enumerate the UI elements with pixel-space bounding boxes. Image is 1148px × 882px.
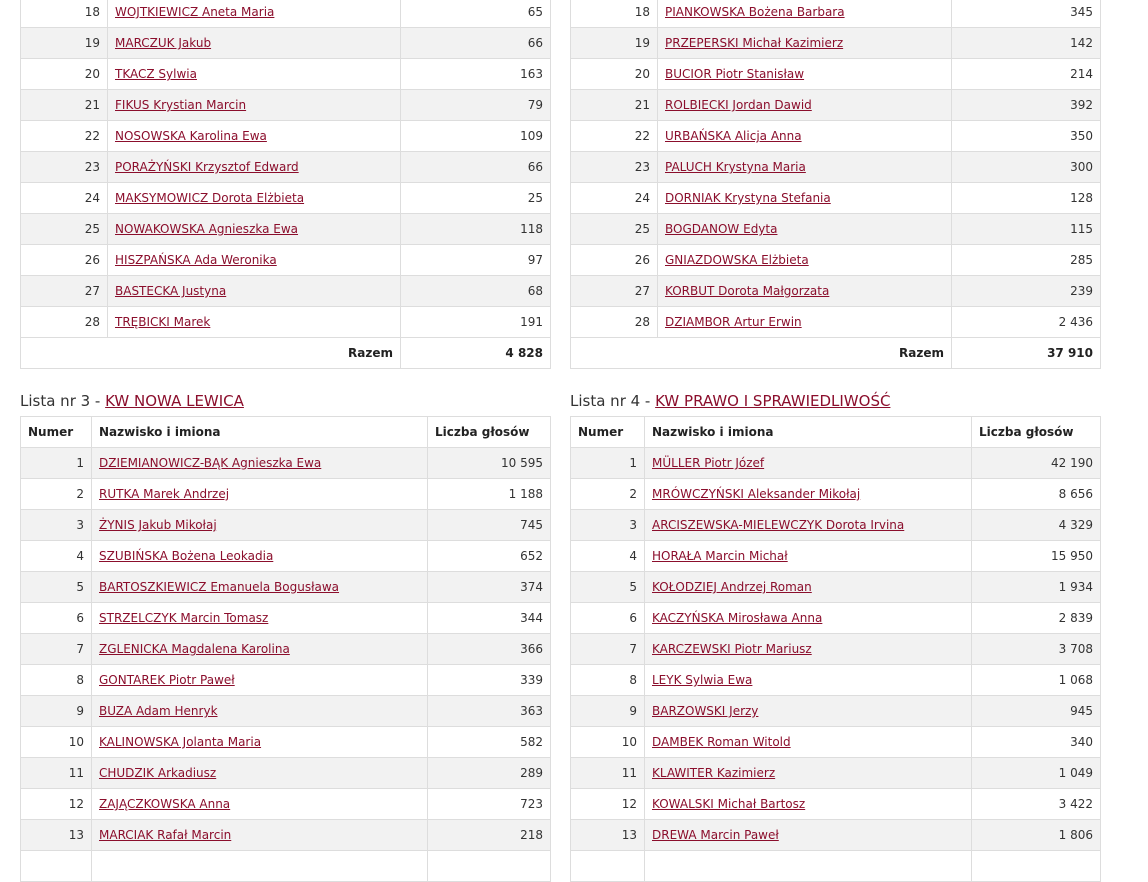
candidate-number: 18 — [571, 0, 658, 28]
list-1-table-continued — [20, 0, 550, 369]
candidate-number: 13 — [571, 820, 645, 851]
candidate-votes: 115 — [952, 214, 1101, 245]
candidate-votes: 285 — [952, 245, 1101, 276]
candidate-link[interactable]: ZAJĄCZKOWSKA Anna — [99, 797, 231, 811]
list-3-section — [20, 387, 550, 882]
total-row — [21, 338, 551, 369]
table-row — [21, 851, 551, 882]
candidates-table — [570, 0, 1101, 369]
candidate-name-cell — [645, 510, 972, 541]
table-row — [571, 28, 1101, 59]
candidate-votes: 68 — [401, 276, 551, 307]
list-2-table-continued — [570, 0, 1100, 369]
candidate-number: 10 — [571, 727, 645, 758]
candidate-votes: 2 436 — [952, 307, 1101, 338]
candidate-name-cell — [645, 727, 972, 758]
candidate-name-cell — [108, 245, 401, 276]
table-row — [571, 90, 1101, 121]
candidate-link[interactable]: DREWA Marcin Paweł — [652, 828, 779, 842]
candidate-votes: 945 — [972, 696, 1101, 727]
candidate-votes: 582 — [428, 727, 551, 758]
candidate-name-cell — [658, 0, 952, 28]
candidate-number: 18 — [21, 0, 108, 28]
table-row — [21, 634, 551, 665]
candidate-votes: 339 — [428, 665, 551, 696]
candidate-name-cell — [645, 820, 972, 851]
table-row — [21, 572, 551, 603]
candidate-votes: 745 — [428, 510, 551, 541]
candidate-name-cell — [108, 28, 401, 59]
candidate-link[interactable]: PIANKOWSKA Bożena Barbara — [665, 5, 845, 19]
table-row — [571, 479, 1101, 510]
table-row — [21, 727, 551, 758]
candidate-votes: 3 708 — [972, 634, 1101, 665]
table-row — [21, 245, 551, 276]
candidate-votes: 25 — [401, 183, 551, 214]
candidate-votes: 345 — [952, 0, 1101, 28]
table-row — [571, 665, 1101, 696]
candidate-votes: 340 — [972, 727, 1101, 758]
candidate-number: 2 — [21, 479, 92, 510]
candidate-link[interactable]: TRĘBICKI Marek — [115, 315, 211, 329]
header-number: Numer — [571, 417, 645, 448]
table-row — [21, 214, 551, 245]
candidate-link[interactable]: DORNIAK Krystyna Stefania — [665, 191, 831, 205]
candidate-name-cell — [645, 541, 972, 572]
candidate-votes: 723 — [428, 789, 551, 820]
candidate-name-cell — [658, 214, 952, 245]
candidate-number: 23 — [571, 152, 658, 183]
candidate-votes: 15 950 — [972, 541, 1101, 572]
candidate-number: 13 — [21, 820, 92, 851]
committee-link[interactable]: KW PRAWO I SPRAWIEDLIWOŚĆ — [655, 392, 891, 410]
candidate-link[interactable]: MARCZUK Jakub — [115, 36, 212, 50]
list-4-section — [570, 387, 1100, 882]
candidate-votes: 10 595 — [428, 448, 551, 479]
table-header-row — [21, 417, 551, 448]
candidate-link[interactable]: URBAŃSKA Alicja Anna — [665, 129, 802, 143]
total-label: Razem — [21, 338, 401, 369]
candidate-link[interactable]: TKACZ Sylwia — [115, 67, 197, 81]
candidate-votes: 374 — [428, 572, 551, 603]
candidate-number: 22 — [21, 121, 108, 152]
candidate-name-cell — [92, 448, 428, 479]
candidate-votes: 118 — [401, 214, 551, 245]
table-row — [21, 820, 551, 851]
candidate-votes: 300 — [952, 152, 1101, 183]
table-row — [571, 634, 1101, 665]
list-number-label: Lista nr 3 - — [20, 392, 106, 410]
candidate-name-cell — [658, 245, 952, 276]
empty-cell — [21, 851, 92, 882]
candidate-link[interactable]: KOWALSKI Michał Bartosz — [652, 797, 806, 811]
candidate-votes: 289 — [428, 758, 551, 789]
candidate-number: 10 — [21, 727, 92, 758]
table-row — [571, 448, 1101, 479]
table-row — [21, 665, 551, 696]
candidate-votes: 652 — [428, 541, 551, 572]
table-row — [571, 789, 1101, 820]
candidate-name-cell — [92, 572, 428, 603]
candidate-link[interactable]: BARTOSZKIEWICZ Emanuela Bogusława — [99, 580, 340, 594]
table-row — [571, 214, 1101, 245]
candidate-link[interactable]: HISZPAŃSKA Ada Weronika — [115, 253, 277, 267]
list-title — [20, 387, 550, 416]
candidate-link[interactable]: BUCIOR Piotr Stanisław — [665, 67, 805, 81]
candidate-votes: 2 839 — [972, 603, 1101, 634]
candidate-link[interactable]: KALINOWSKA Jolanta Maria — [99, 735, 262, 749]
candidate-link[interactable]: DZIEMIANOWICZ-BĄK Agnieszka Ewa — [99, 456, 322, 470]
candidate-number: 8 — [571, 665, 645, 696]
candidate-number: 20 — [21, 59, 108, 90]
candidate-votes: 42 190 — [972, 448, 1101, 479]
candidate-link[interactable]: BUZA Adam Henryk — [99, 704, 218, 718]
candidate-number: 19 — [571, 28, 658, 59]
candidate-link[interactable]: MARCIAK Rafał Marcin — [99, 828, 232, 842]
candidate-votes: 366 — [428, 634, 551, 665]
candidate-number: 3 — [571, 510, 645, 541]
candidate-name-cell — [92, 510, 428, 541]
candidate-link[interactable]: MAKSYMOWICZ Dorota Elżbieta — [115, 191, 305, 205]
table-row — [571, 121, 1101, 152]
candidate-link[interactable]: RUTKA Marek Andrzej — [99, 487, 230, 501]
candidate-name-cell — [645, 448, 972, 479]
candidate-number: 9 — [571, 696, 645, 727]
table-row — [21, 276, 551, 307]
candidate-number: 22 — [571, 121, 658, 152]
table-row — [571, 820, 1101, 851]
table-row — [571, 696, 1101, 727]
candidate-number: 20 — [571, 59, 658, 90]
table-row — [21, 28, 551, 59]
candidate-link[interactable]: NOWAKOWSKA Agnieszka Ewa — [115, 222, 299, 236]
candidate-number: 26 — [21, 245, 108, 276]
table-row — [571, 307, 1101, 338]
candidate-number: 27 — [21, 276, 108, 307]
candidate-number: 6 — [21, 603, 92, 634]
table-row — [571, 572, 1101, 603]
candidate-name-cell — [645, 572, 972, 603]
candidate-name-cell — [658, 28, 952, 59]
table-row — [571, 59, 1101, 90]
table-header-row — [571, 417, 1101, 448]
candidate-name-cell — [92, 758, 428, 789]
candidate-number: 26 — [571, 245, 658, 276]
candidates-table — [20, 0, 551, 369]
table-row — [21, 789, 551, 820]
candidate-link[interactable]: MRÓWCZYŃSKI Aleksander Mikołaj — [652, 487, 861, 501]
candidate-link[interactable]: BARZOWSKI Jerzy — [652, 704, 759, 718]
candidate-name-cell — [645, 479, 972, 510]
candidate-number: 23 — [21, 152, 108, 183]
candidate-votes: 66 — [401, 28, 551, 59]
table-row — [571, 152, 1101, 183]
candidate-number: 25 — [571, 214, 658, 245]
candidate-name-cell — [92, 820, 428, 851]
candidate-votes: 79 — [401, 90, 551, 121]
candidate-votes: 392 — [952, 90, 1101, 121]
candidate-name-cell — [645, 696, 972, 727]
empty-cell — [428, 851, 551, 882]
candidate-votes: 3 422 — [972, 789, 1101, 820]
candidate-number: 3 — [21, 510, 92, 541]
candidate-name-cell — [645, 758, 972, 789]
header-number: Numer — [21, 417, 92, 448]
table-row — [571, 510, 1101, 541]
committee-link[interactable]: KW NOWA LEWICA — [105, 392, 244, 410]
candidate-name-cell — [92, 665, 428, 696]
candidate-name-cell — [658, 121, 952, 152]
candidate-link[interactable]: BOGDANOW Edyta — [665, 222, 778, 236]
candidate-number: 12 — [21, 789, 92, 820]
candidate-link[interactable]: PORAŻYŃSKI Krzysztof Edward — [115, 160, 299, 174]
table-row — [21, 510, 551, 541]
candidate-name-cell — [108, 183, 401, 214]
candidate-number: 2 — [571, 479, 645, 510]
candidate-link[interactable]: GONTAREK Piotr Paweł — [99, 673, 235, 687]
candidate-name-cell — [645, 789, 972, 820]
candidate-number: 11 — [21, 758, 92, 789]
candidate-link[interactable]: KOŁODZIEJ Andrzej Roman — [652, 580, 812, 594]
candidate-votes: 66 — [401, 152, 551, 183]
candidate-link[interactable]: ŻYNIS Jakub Mikołaj — [99, 518, 217, 532]
candidate-link[interactable]: KACZYŃSKA Mirosława Anna — [652, 611, 823, 625]
table-row — [21, 307, 551, 338]
table-row — [571, 851, 1101, 882]
table-row — [21, 541, 551, 572]
table-row — [21, 448, 551, 479]
candidates-table — [570, 416, 1101, 882]
candidate-link[interactable]: SZUBIŃSKA Bożena Leokadia — [99, 549, 274, 563]
empty-cell — [92, 851, 428, 882]
candidate-number: 27 — [571, 276, 658, 307]
list-number-label: Lista nr 4 - — [570, 392, 656, 410]
candidate-name-cell — [92, 541, 428, 572]
candidate-votes: 239 — [952, 276, 1101, 307]
table-row — [571, 541, 1101, 572]
table-row — [21, 603, 551, 634]
candidate-votes: 1 068 — [972, 665, 1101, 696]
candidate-votes: 128 — [952, 183, 1101, 214]
candidate-number: 1 — [21, 448, 92, 479]
candidate-name-cell — [108, 307, 401, 338]
candidate-number: 25 — [21, 214, 108, 245]
candidate-number: 11 — [571, 758, 645, 789]
candidate-link[interactable]: BASTECKA Justyna — [115, 284, 227, 298]
table-row — [571, 183, 1101, 214]
candidate-votes: 65 — [401, 0, 551, 28]
total-row — [571, 338, 1101, 369]
candidate-link[interactable]: GNIAZDOWSKA Elżbieta — [665, 253, 809, 267]
list-title — [570, 387, 1100, 416]
candidate-link[interactable]: PRZEPERSKI Michał Kazimierz — [665, 36, 844, 50]
candidate-link[interactable]: DAMBEK Roman Witold — [652, 735, 791, 749]
table-row — [21, 121, 551, 152]
candidate-name-cell — [92, 789, 428, 820]
candidate-votes: 344 — [428, 603, 551, 634]
table-row — [21, 758, 551, 789]
candidate-name-cell — [108, 152, 401, 183]
table-row — [571, 276, 1101, 307]
candidate-votes: 142 — [952, 28, 1101, 59]
candidate-name-cell — [92, 603, 428, 634]
candidate-votes: 191 — [401, 307, 551, 338]
candidate-votes: 109 — [401, 121, 551, 152]
candidate-votes: 4 329 — [972, 510, 1101, 541]
table-row — [21, 183, 551, 214]
candidate-number: 24 — [571, 183, 658, 214]
candidate-number: 21 — [571, 90, 658, 121]
candidate-votes: 363 — [428, 696, 551, 727]
table-row — [571, 727, 1101, 758]
header-votes: Liczba głosów — [972, 417, 1101, 448]
candidate-votes: 97 — [401, 245, 551, 276]
candidate-link[interactable]: STRZELCZYK Marcin Tomasz — [99, 611, 269, 625]
header-name: Nazwisko i imiona — [92, 417, 428, 448]
candidate-link[interactable]: ROLBIECKI Jordan Dawid — [665, 98, 812, 112]
candidate-link[interactable]: KLAWITER Kazimierz — [652, 766, 776, 780]
candidate-name-cell — [92, 696, 428, 727]
candidate-name-cell — [658, 276, 952, 307]
candidate-name-cell — [92, 634, 428, 665]
candidate-name-cell — [108, 276, 401, 307]
candidate-link[interactable]: ARCISZEWSKA-MIELEWCZYK Dorota Irvina — [652, 518, 905, 532]
candidate-votes: 350 — [952, 121, 1101, 152]
candidate-link[interactable]: ZGLENICKA Magdalena Karolina — [99, 642, 290, 656]
candidate-link[interactable]: DZIAMBOR Artur Erwin — [665, 315, 802, 329]
table-row — [571, 245, 1101, 276]
candidate-link[interactable]: FIKUS Krystian Marcin — [115, 98, 247, 112]
candidate-link[interactable]: KORBUT Dorota Małgorzata — [665, 284, 830, 298]
header-name: Nazwisko i imiona — [645, 417, 972, 448]
candidate-name-cell — [108, 59, 401, 90]
candidate-number: 6 — [571, 603, 645, 634]
candidate-votes: 8 656 — [972, 479, 1101, 510]
table-row — [571, 758, 1101, 789]
table-row — [21, 696, 551, 727]
candidate-votes: 1 188 — [428, 479, 551, 510]
candidates-table — [20, 416, 551, 882]
candidate-votes: 1 806 — [972, 820, 1101, 851]
candidate-link[interactable]: PALUCH Krystyna Maria — [665, 160, 806, 174]
candidate-link[interactable]: LEYK Sylwia Ewa — [652, 673, 753, 687]
candidate-name-cell — [658, 152, 952, 183]
candidate-name-cell — [658, 59, 952, 90]
candidate-number: 8 — [21, 665, 92, 696]
candidate-name-cell — [108, 0, 401, 28]
candidate-name-cell — [658, 307, 952, 338]
candidate-votes: 218 — [428, 820, 551, 851]
table-row — [21, 152, 551, 183]
candidate-name-cell — [645, 634, 972, 665]
candidate-number: 24 — [21, 183, 108, 214]
candidate-link[interactable]: WOJTKIEWICZ Aneta Maria — [115, 5, 275, 19]
candidate-number: 4 — [21, 541, 92, 572]
candidate-number: 28 — [21, 307, 108, 338]
candidate-name-cell — [108, 121, 401, 152]
candidate-votes: 214 — [952, 59, 1101, 90]
candidate-link[interactable]: KARCZEWSKI Piotr Mariusz — [652, 642, 812, 656]
total-value: 4 828 — [401, 338, 551, 369]
candidate-number: 12 — [571, 789, 645, 820]
header-votes: Liczba głosów — [428, 417, 551, 448]
candidate-link[interactable]: NOSOWSKA Karolina Ewa — [115, 129, 267, 143]
candidate-number: 7 — [21, 634, 92, 665]
candidate-name-cell — [645, 603, 972, 634]
candidate-name-cell — [108, 214, 401, 245]
candidate-votes: 163 — [401, 59, 551, 90]
candidate-number: 21 — [21, 90, 108, 121]
candidate-name-cell — [92, 727, 428, 758]
candidate-link[interactable]: HORAŁA Marcin Michał — [652, 549, 788, 563]
empty-cell — [972, 851, 1101, 882]
candidate-link[interactable]: MÜLLER Piotr Józef — [652, 456, 765, 470]
candidate-name-cell — [92, 479, 428, 510]
total-label: Razem — [571, 338, 952, 369]
candidate-number: 9 — [21, 696, 92, 727]
table-row — [21, 0, 551, 28]
table-row — [21, 90, 551, 121]
candidate-number: 5 — [21, 572, 92, 603]
table-row — [571, 603, 1101, 634]
candidate-number: 1 — [571, 448, 645, 479]
candidate-name-cell — [658, 183, 952, 214]
candidate-name-cell — [658, 90, 952, 121]
candidate-number: 7 — [571, 634, 645, 665]
candidate-number: 28 — [571, 307, 658, 338]
candidate-number: 4 — [571, 541, 645, 572]
empty-cell — [645, 851, 972, 882]
candidate-link[interactable]: CHUDZIK Arkadiusz — [99, 766, 217, 780]
candidate-name-cell — [108, 90, 401, 121]
candidate-name-cell — [645, 665, 972, 696]
candidate-number: 19 — [21, 28, 108, 59]
candidate-votes: 1 934 — [972, 572, 1101, 603]
candidate-number: 5 — [571, 572, 645, 603]
table-row — [21, 479, 551, 510]
candidate-votes: 1 049 — [972, 758, 1101, 789]
table-row — [21, 59, 551, 90]
table-row — [571, 0, 1101, 28]
empty-cell — [571, 851, 645, 882]
total-value: 37 910 — [952, 338, 1101, 369]
